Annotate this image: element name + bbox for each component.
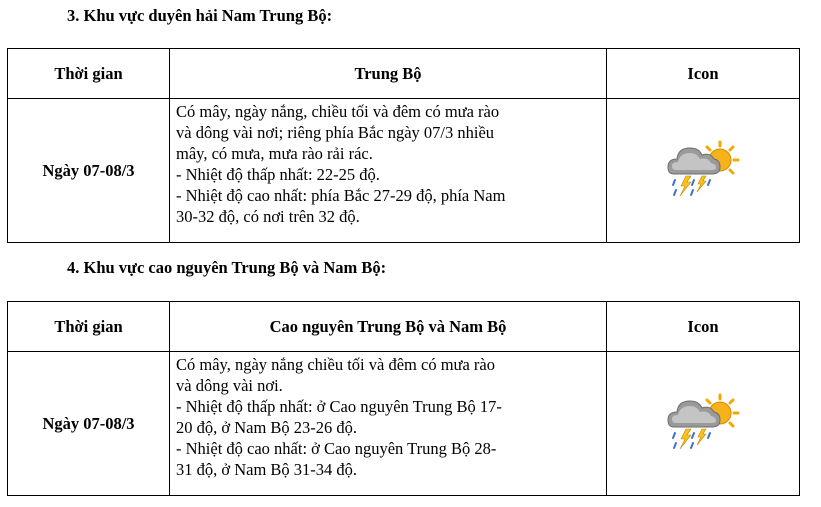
section-heading-4: 4. Khu vực cao nguyên Trung Bộ và Nam Bộ: <box>67 258 387 277</box>
description-line: - Nhiệt độ cao nhất: ở Cao nguyên Trung Bộ 28- <box>176 439 497 458</box>
forecast-date: Ngày 07-08/3 <box>8 352 170 496</box>
table-row <box>8 99 800 243</box>
table-header-row <box>8 49 800 99</box>
description-line: - Nhiệt độ thấp nhất: 22-25 độ. <box>176 165 380 184</box>
section-heading-3: 3. Khu vực duyên hải Nam Trung Bộ: <box>67 6 333 25</box>
icon-cell <box>607 352 800 496</box>
description-line: Có mây, ngày nắng, chiều tối và đêm có mưa rào <box>176 102 500 121</box>
thunderstorm-sun-icon <box>664 387 742 455</box>
header-icon: Icon <box>607 302 800 352</box>
forecast-table-highlands-south <box>7 301 800 496</box>
icon-cell <box>607 99 800 243</box>
table-row <box>8 352 800 496</box>
table-header-row <box>8 302 800 352</box>
header-icon: Icon <box>607 49 800 99</box>
forecast-date: Ngày 07-08/3 <box>8 99 170 243</box>
description-line: và dông vài nơi. <box>176 376 283 395</box>
description-line: và dông vài nơi; riêng phía Bắc ngày 07/3 nhiều <box>176 123 495 142</box>
header-time: Thời gian <box>8 49 170 99</box>
thunderstorm-sun-icon <box>664 134 742 202</box>
forecast-description <box>170 99 607 243</box>
description-line: 30-32 độ, có nơi trên 32 độ. <box>176 207 360 226</box>
forecast-description <box>170 352 607 496</box>
description-line: - Nhiệt độ thấp nhất: ở Cao nguyên Trung Bộ 17- <box>176 397 502 416</box>
header-region: Cao nguyên Trung Bộ và Nam Bộ <box>170 302 607 352</box>
header-time: Thời gian <box>8 302 170 352</box>
forecast-table-south-central-coast <box>7 48 800 243</box>
description-line: 20 độ, ở Nam Bộ 23-26 độ. <box>176 418 358 437</box>
description-line: mây, có mưa, mưa rào rải rác. <box>176 144 373 163</box>
header-region: Trung Bộ <box>170 49 607 99</box>
description-line: 31 độ, ở Nam Bộ 31-34 độ. <box>176 460 358 479</box>
description-line: - Nhiệt độ cao nhất: phía Bắc 27-29 độ, phía Nam <box>176 186 506 205</box>
description-line: Có mây, ngày nắng chiều tối và đêm có mưa rào <box>176 355 495 374</box>
